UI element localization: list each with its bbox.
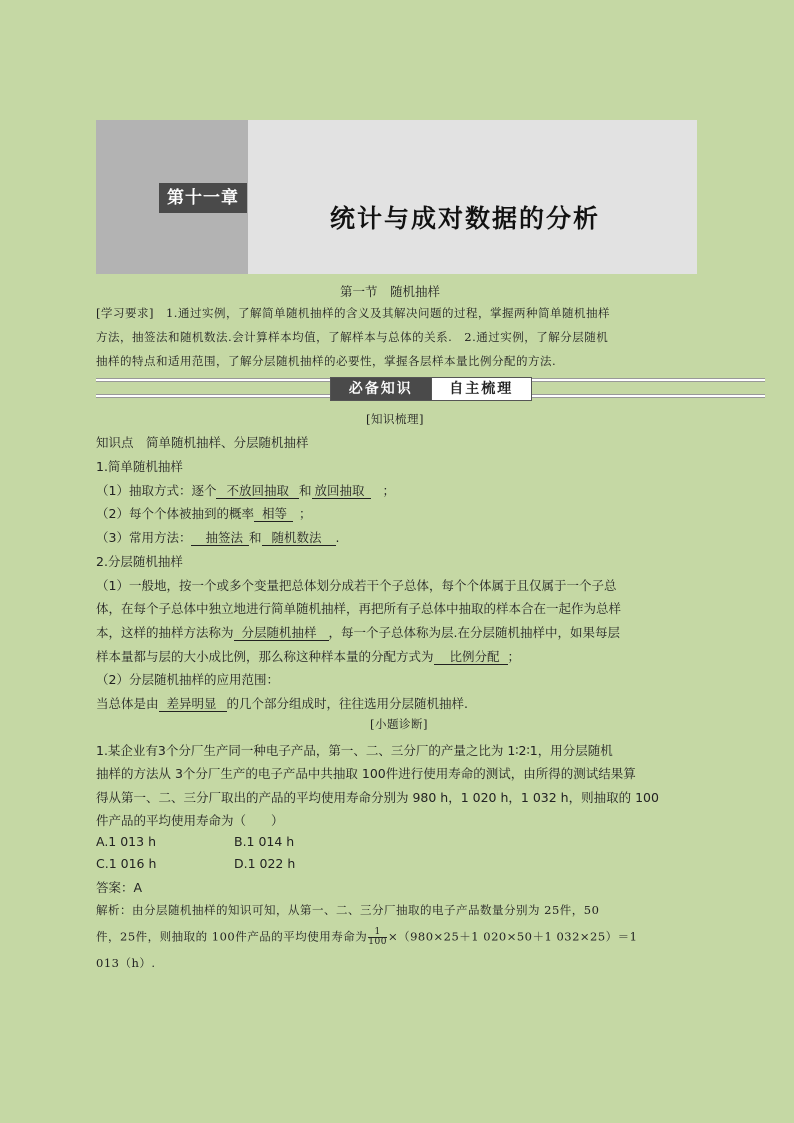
answer: 答案：A [96,880,143,895]
section-title: 第一节 随机抽样 [340,284,441,299]
option-b: B.1 014 h [234,834,295,849]
simple-line-1: （1）抽取方式：逐个 不放回抽取 和 放回抽取 ； [96,483,396,498]
knowledge-tag: [知识梳理] [366,412,424,426]
chapter-banner [96,120,697,274]
question-line: 件产品的平均使用寿命为（ ） [96,813,284,828]
simple-heading: 1.简单随机抽样 [96,459,183,474]
blank-answer: 分层随机抽样 [234,626,329,641]
bar-label-review: 自主梳理 [431,378,532,400]
bar-label-box [330,377,532,401]
blank-answer: 比例分配 [434,650,508,665]
bar-label-required: 必备知识 [331,378,431,400]
strat-paragraph: 体，在每个子总体中独立地进行简单随机抽样，再把所有子总体中抽取的样本合在一起作为总样 [96,601,622,616]
blank-answer: 差异明显 [159,697,227,712]
blank-answer: 相等 [254,507,293,522]
option-a: A.1 013 h [96,834,156,849]
requirements-line: [学习要求] 1.通过实例，了解简单随机抽样的含义及其解决问题的过程，掌握两种简单随机抽样 [96,306,610,320]
option-c: C.1 016 h [96,856,157,871]
strat-paragraph: （2）分层随机抽样的应用范围： [96,672,279,687]
simple-line-3: （3）常用方法： 抽签法 和 随机数法 . [96,530,340,545]
blank-answer: 抽签法 [191,531,249,546]
strat-paragraph: 当总体是由 差异明显 的几个部分组成时，往往选用分层随机抽样. [96,696,469,711]
strat-paragraph: 本，这样的抽样方法称为 分层随机抽样 ，每一个子总体称为层.在分层随机抽样中，如果每层 [96,625,621,640]
question-line: 1.某企业有3个分厂生产同一种电子产品，第一、二、三分厂的产量之比为 1∶2∶1，用分层随机 [96,743,613,758]
blank-answer: 随机数法 [262,531,336,546]
knowledge-point: 知识点 简单随机抽样、分层随机抽样 [96,435,309,450]
explanation-line: 解析：由分层随机抽样的知识可知，从第一、二、三分厂抽取的电子产品数量分别为 25件，50 [96,903,600,917]
strat-paragraph: 样本量都与层的大小成比例，那么称这种样本量的分配方式为 比例分配 ； [96,649,521,664]
strat-paragraph: （1）一般地，按一个或多个变量把总体划分成若干个子总体，每个个体属于且仅属于一个子总 [96,578,617,593]
explanation-line: 件，25件，则抽取的 100件产品的平均使用寿命为 $\frac{1}{100}$ ×（980×25＋1 020×50＋1 032×25）＝1 [96,927,638,947]
chapter-label: 第十一章 [159,183,247,213]
explanation-line: 013（h）. [96,956,156,970]
simple-line-2: （2）每个个体被抽到的概率 相等 ； [96,506,312,521]
chapter-title: 统计与成对数据的分析 [330,204,601,233]
blank-answer: 不放回抽取 [216,484,299,499]
question-line: 抽样的方法从 3个分厂生产的电子产品中共抽取 100件进行使用寿命的测试，由所得的测试结果算 [96,766,636,781]
fraction: $\frac{1}{100}$ [368,927,387,947]
blank-answer: 放回抽取 [312,484,371,499]
question-line: 得从第一、二、三分厂取出的产品的平均使用寿命分别为 980 h，1 020 h，1 032 h，则抽取的 100 [96,790,659,805]
requirements-line: 抽样的特点和适用范围，了解分层随机抽样的必要性，掌握各层样本量比例分配的方法. [96,354,557,368]
quiz-tag: [小题诊断] [370,717,428,731]
requirements-line: 方法，抽签法和随机数法.会计算样本均值，了解样本与总体的关系. 2.通过实例，了解分层随机 [96,330,609,344]
section-bar [96,374,765,402]
strat-heading: 2.分层随机抽样 [96,554,183,569]
option-d: D.1 022 h [234,856,296,871]
